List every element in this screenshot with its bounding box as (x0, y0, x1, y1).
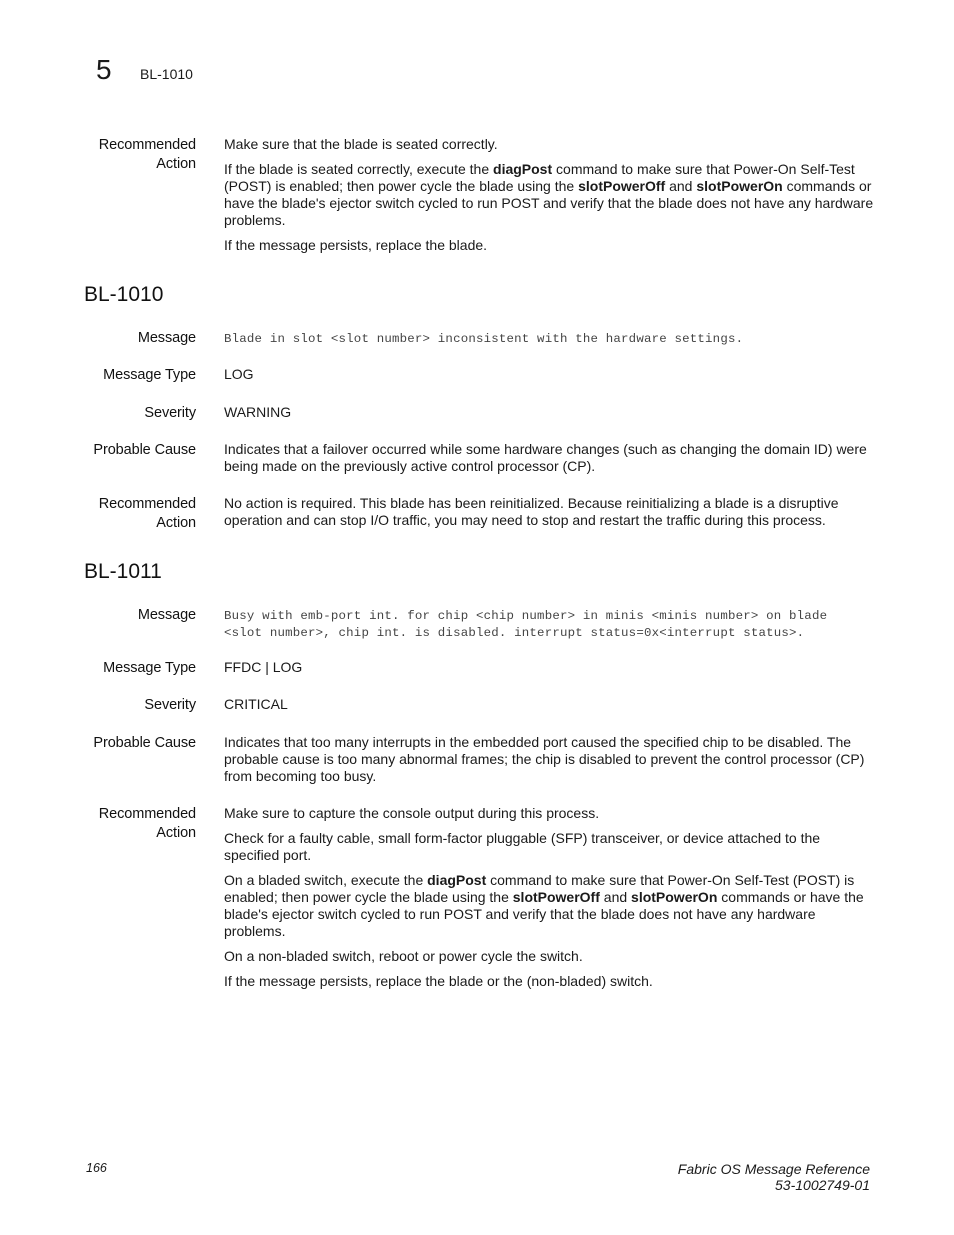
recommended-action-text: No action is required. This blade has been reinitialized. Because reinitializing a blade is a disruptive operation and can stop I/O traffic, you may need to stop and restart the traffic during this process. (224, 495, 839, 528)
chapter-number: 5 (96, 54, 112, 85)
paragraph: If the blade is seated correctly, execute the diagPost command to make sure that Power-On Self-Test (POST) is enabled; then power cycle the blade using the slotPowerOff and slotPowerOn commands or have the blade's ejector switch cycled to run POST and verify that the blade does not have any hardware problems. (224, 161, 874, 228)
paragraph: Make sure that the blade is seated correctly. (224, 136, 498, 152)
footer-book-info (678, 1161, 870, 1193)
probable-cause-label: Probable Cause (93, 442, 196, 458)
probable-cause-label: Probable Cause (93, 735, 196, 751)
probable-cause-text: Indicates that too many interrupts in the embedded port caused the specified chip to be disabled. The probable cause is too many abnormal frames; the chip is disabled to prevent the control processor (CP) from becoming too busy. (224, 734, 865, 784)
recommended-action-label: Recommended Action (98, 137, 196, 172)
message-type-value: FFDC | LOG (224, 659, 303, 675)
message-label: Message (137, 330, 196, 346)
page-number: 166 (86, 1161, 107, 1175)
message-type-label: Message Type (103, 660, 196, 676)
paragraph: If the message persists, replace the blade or the (non-bladed) switch. (224, 973, 653, 989)
section-title-bl1011: BL-1011 (84, 560, 162, 583)
severity-label: Severity (144, 405, 196, 421)
document-number: 53-1002749-01 (775, 1177, 870, 1193)
severity-label: Severity (144, 697, 196, 713)
paragraph: On a non-bladed switch, reboot or power cycle the switch. (224, 948, 583, 964)
message-type-value: LOG (224, 366, 254, 382)
section-title-bl1010: BL-1010 (84, 283, 164, 306)
paragraph: On a bladed switch, execute the diagPost command to make sure that Power-On Self-Test (POST) is enabled; then power cycle the blade using the slotPowerOff and slotPowerOn commands or have the blade's ejector switch cycled to run POST and verify that the blade does not have any hardware problems. (224, 872, 864, 939)
recommended-action-content (224, 805, 874, 998)
paragraph: Check for a faulty cable, small form-factor pluggable (SFP) transceiver, or device attached to the specified port. (224, 830, 821, 863)
severity-value: WARNING (224, 404, 292, 420)
severity-value: CRITICAL (224, 696, 288, 712)
recommended-action-label: Recommended Action (98, 496, 196, 531)
probable-cause-text: Indicates that a failover occurred while some hardware changes (such as changing the domain ID) were being made on the previously active control processor (CP). (224, 441, 867, 474)
message-text: Busy with emb-port int. for chip <chip number> in minis <minis number> on blade <slot number>, chip int. is disabled. interrupt status=0x<interrupt status>. (224, 609, 828, 640)
paragraph: If the message persists, replace the blade. (224, 237, 488, 253)
message-text: Blade in slot <slot number> inconsistent with the hardware settings. (224, 332, 744, 346)
book-title: Fabric OS Message Reference (677, 1161, 870, 1177)
paragraph: Make sure to capture the console output during this process. (224, 805, 600, 821)
running-title: BL-1010 (140, 66, 193, 82)
message-label: Message (137, 607, 196, 623)
recommended-action-label: Recommended Action (98, 806, 196, 841)
recommended-action-content (224, 136, 874, 262)
message-type-label: Message Type (103, 367, 196, 383)
